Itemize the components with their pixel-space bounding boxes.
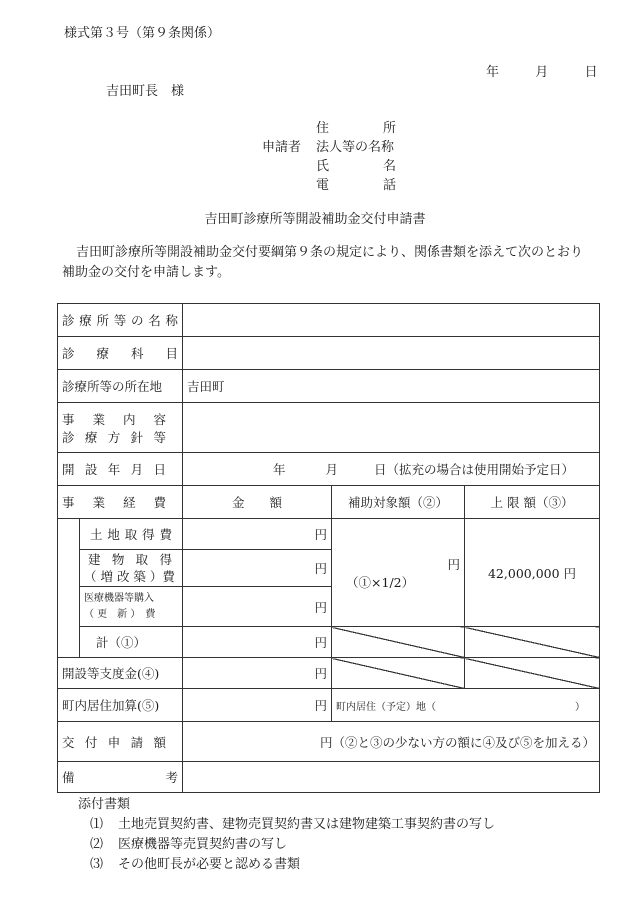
department-value[interactable]: [183, 337, 600, 370]
eligible-amount[interactable]: 円 （①×1/2）: [332, 519, 465, 627]
limit-header: 上 限 額（③）: [465, 486, 600, 519]
attachments: [78, 795, 495, 875]
phone-label-1: 電: [316, 178, 330, 193]
row-support: [58, 658, 600, 689]
amount-header: 金 額: [183, 486, 332, 519]
form-number: 様式第３号（第９条関係）: [64, 26, 221, 41]
attachment-item: ⑴ 土地売買契約書、建物売買契約書又は建物建築工事契約書の写し: [90, 817, 496, 832]
row-department: [58, 337, 600, 370]
date-day: 日: [584, 65, 598, 80]
application-table: [57, 303, 600, 793]
opening-date-label: 開 設 年 月 日: [58, 453, 183, 486]
subtotal-eligible-void: [332, 627, 465, 658]
building-amount[interactable]: 円: [183, 550, 332, 587]
expense-label: 事 業 経 費: [58, 486, 183, 519]
equipment-label: 医療機器等購入 （ 更 新 ） 費: [80, 587, 183, 627]
subtotal-amount[interactable]: 円: [183, 627, 332, 658]
document-title: 吉田町診療所等開設補助金交付申請書: [204, 212, 426, 227]
corp-name-label: 法人等の名称: [316, 140, 395, 155]
remarks-label: 備 考: [58, 762, 183, 793]
grant-label: 交 付 申 請 額: [58, 722, 183, 762]
address-label-2: 所: [382, 121, 396, 136]
subtotal-limit-void: [465, 627, 600, 658]
location-value[interactable]: 吉田町: [183, 370, 600, 403]
name-label-2: 名: [382, 159, 396, 174]
address-label-1: 住: [316, 121, 330, 136]
opening-date-value[interactable]: 年 月 日（拡充の場合は使用開始予定日）: [183, 453, 600, 486]
phone-label-2: 話: [382, 178, 396, 193]
body-text: 吉田町診療所等開設補助金交付要綱第９条の規定により、関係書類を添えて次のとおり補助金の交付を申請します。: [62, 245, 584, 280]
date-line: [486, 61, 598, 80]
row-remarks: [58, 762, 600, 793]
department-label: 診 療 科 目: [58, 337, 183, 370]
support-amount[interactable]: 円: [183, 658, 332, 689]
subtotal-label: 計（①）: [80, 627, 183, 658]
row-location: [58, 370, 600, 403]
support-limit-void: [465, 658, 600, 689]
row-subtotal: [58, 627, 600, 658]
applicant-lead: 申請者: [262, 140, 302, 155]
row-residence: [58, 689, 600, 722]
attachment-item: ⑶ その他町長が必要と認める書類: [90, 857, 301, 872]
residence-amount[interactable]: 円: [183, 689, 332, 722]
support-eligible-void: [332, 658, 465, 689]
clinic-name-value[interactable]: [183, 304, 600, 337]
support-label: 開設等支度金(④): [58, 658, 183, 689]
attachments-title: 添付書類: [78, 797, 131, 812]
row-clinic-name: [58, 304, 600, 337]
limit-amount: 42,000,000 円: [465, 519, 600, 627]
expense-indent: [58, 519, 80, 658]
date-year: 年: [486, 65, 500, 80]
clinic-name-label: 診 療 所 等 の 名 称: [58, 304, 183, 337]
residence-label: 町内居住加算(⑤): [58, 689, 183, 722]
building-label: 建 物 取 得 （ 増 改 築 ）費: [80, 550, 183, 587]
name-label-1: 氏: [316, 159, 330, 174]
row-opening-date: [58, 453, 600, 486]
equipment-amount[interactable]: 円: [183, 587, 332, 627]
remarks-value[interactable]: [183, 762, 600, 793]
eligible-header: 補助対象額（②）: [332, 486, 465, 519]
row-business: [58, 403, 600, 453]
addressee: 吉田町長 様: [106, 84, 185, 99]
row-land: [58, 519, 600, 550]
land-label: 土 地 取 得 費: [80, 519, 183, 550]
location-label: 診療所等の所在地: [58, 370, 183, 403]
row-expense-header: [58, 486, 600, 519]
applicant-block: [262, 117, 396, 193]
grant-value[interactable]: 円（②と③の少ない方の額に④及び⑤を加える）: [183, 722, 600, 762]
residence-note[interactable]: 町内居住（予定）地（ ）: [332, 689, 600, 722]
date-month: 月: [535, 65, 549, 80]
land-amount[interactable]: 円: [183, 519, 332, 550]
row-grant: [58, 722, 600, 762]
business-label: 事 業 内 容 診 療 方 針 等: [58, 403, 183, 453]
business-value[interactable]: [183, 403, 600, 453]
attachment-item: ⑵ 医療機器等売買契約書の写し: [90, 837, 288, 852]
eligible-formula: （①×1/2）: [346, 574, 415, 590]
